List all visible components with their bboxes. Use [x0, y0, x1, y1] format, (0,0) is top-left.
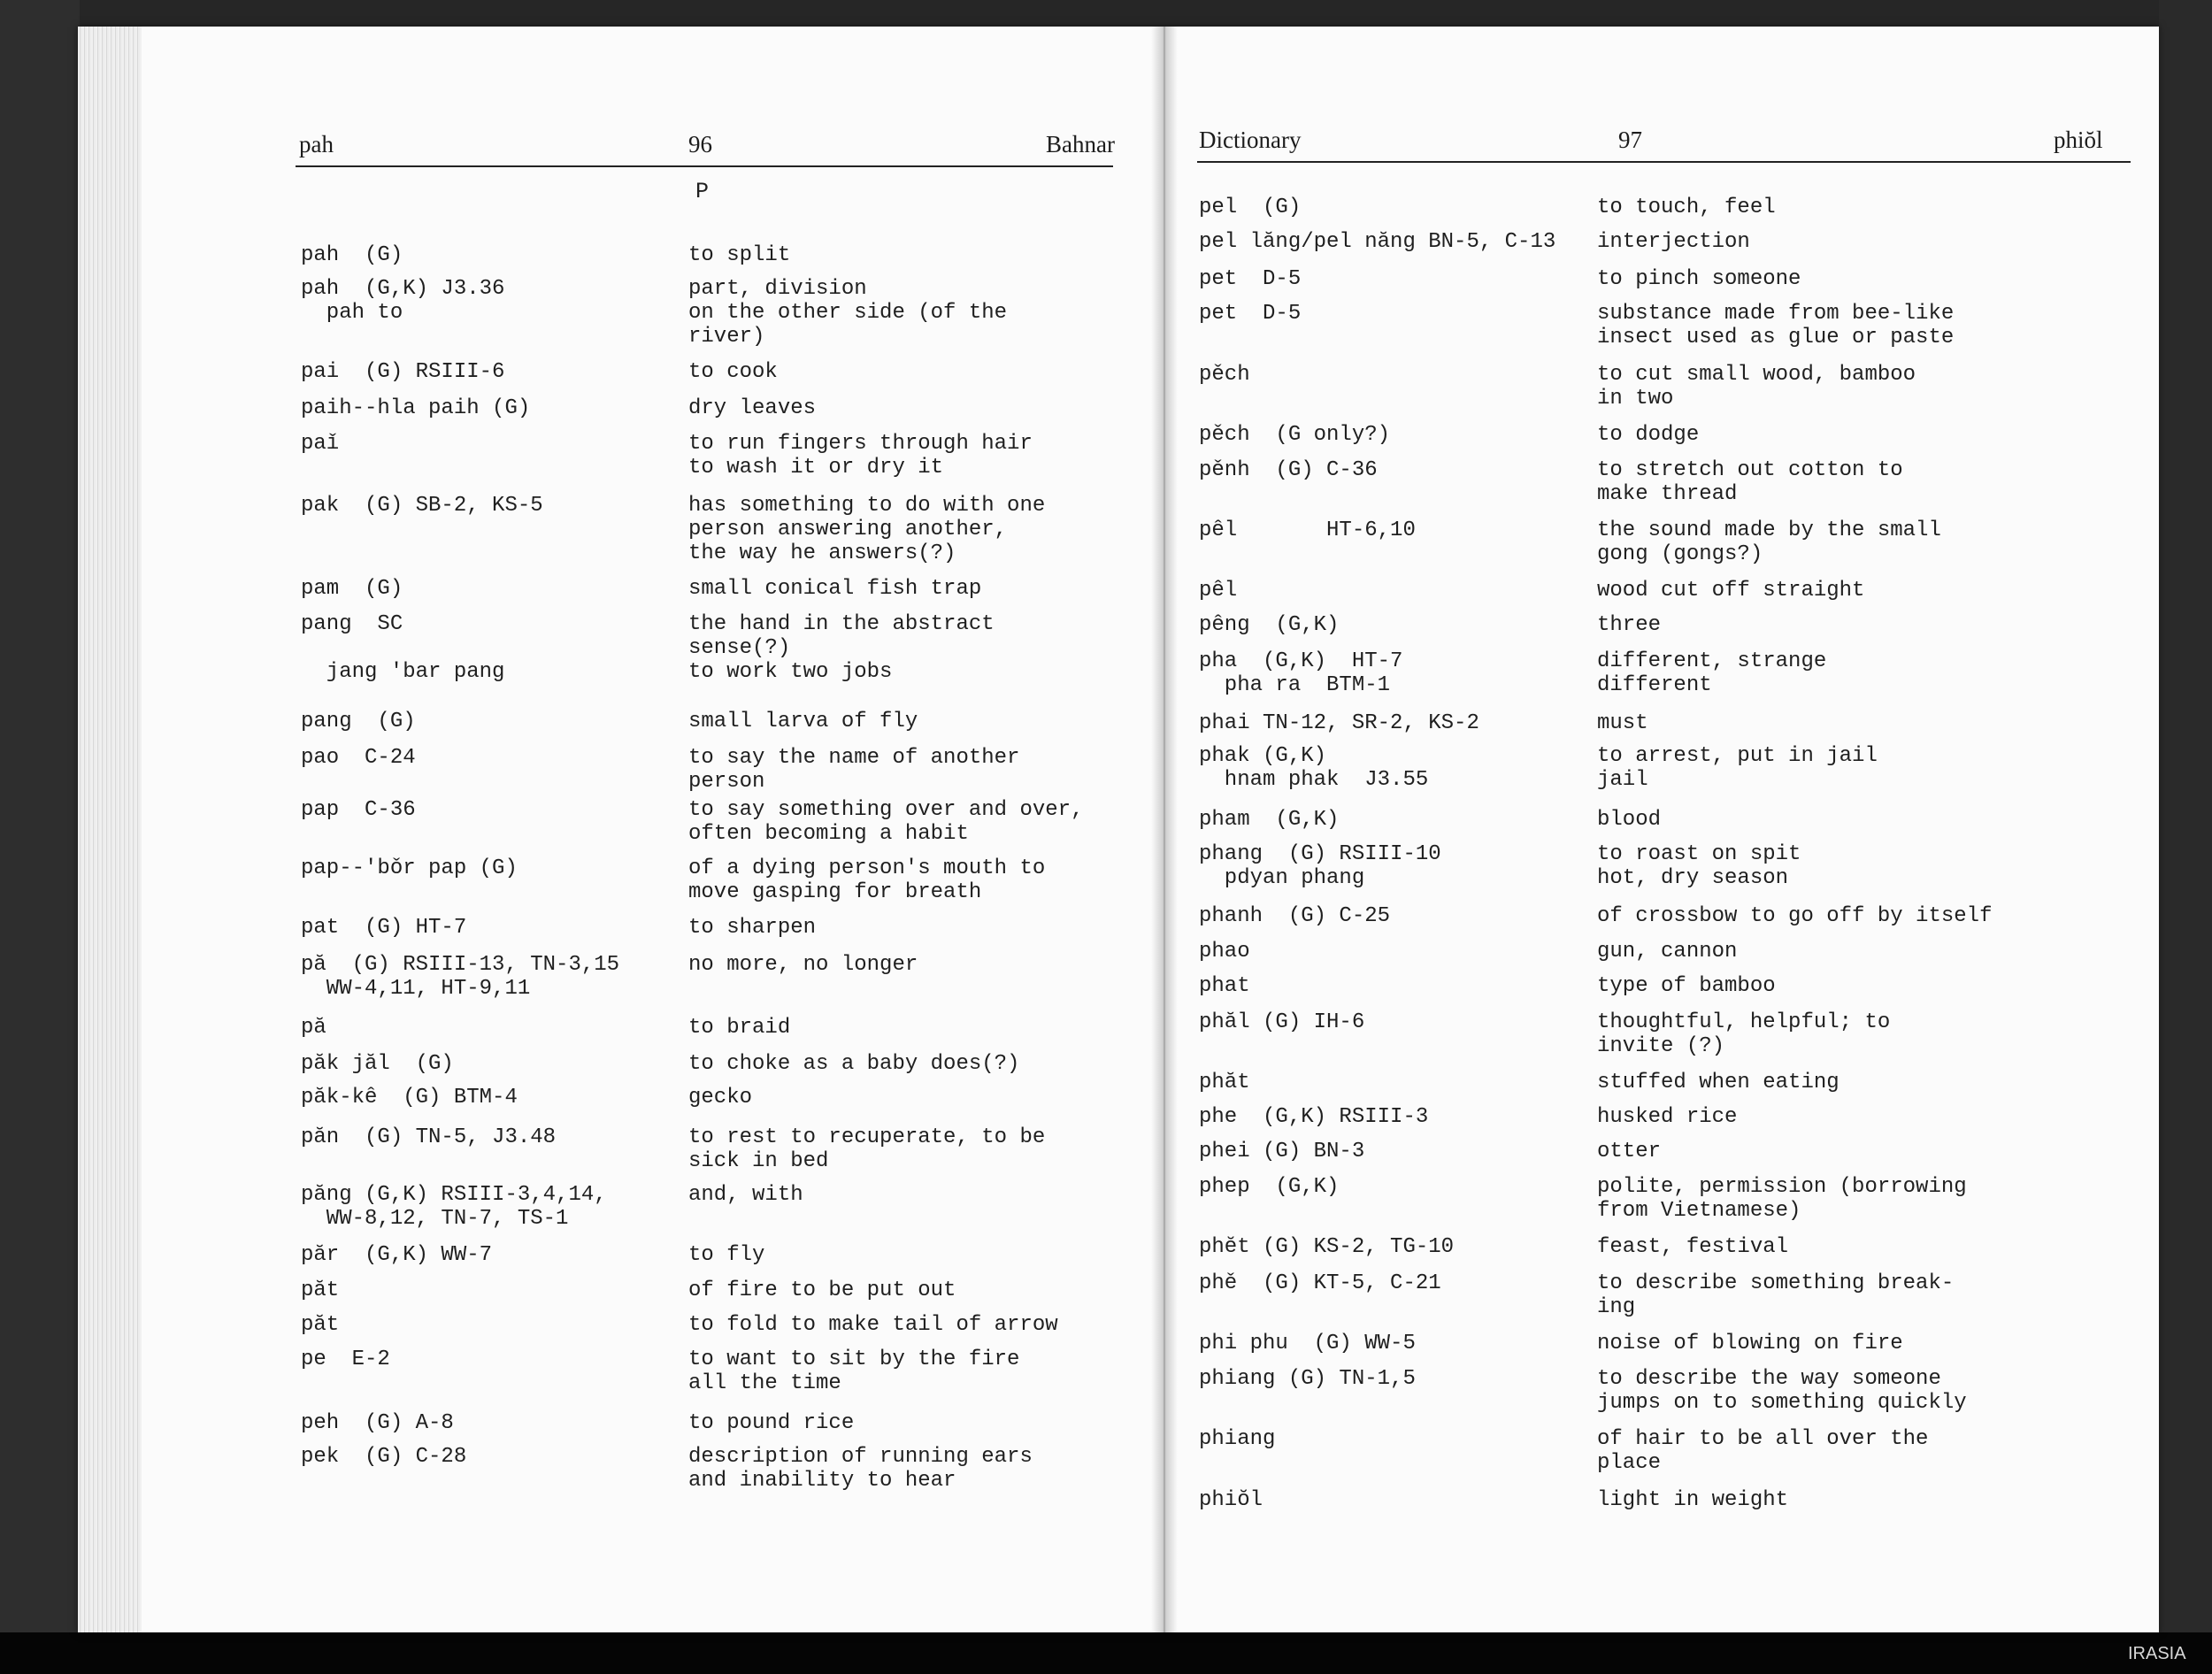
entry-headword: păt: [301, 1313, 340, 1337]
entry-headword: pêl HT-6,10: [1199, 518, 1416, 542]
entry-headword: pěnh (G) C-36: [1199, 458, 1378, 482]
entry-headword: pang (G): [301, 710, 416, 733]
entry-headword: paih--hla paih (G): [301, 396, 531, 420]
entry-gloss: to touch, feel: [1597, 196, 1776, 219]
entry-gloss: to want to sit by the fire all the time: [688, 1348, 1020, 1395]
entry-headword: pap C-36: [301, 798, 416, 822]
entry-gloss: interjection: [1597, 230, 1750, 254]
entry-headword: păk-kê (G) BTM-4: [301, 1086, 518, 1110]
entry-headword: phei (G) BN-3: [1199, 1140, 1365, 1163]
entry-headword: pe E-2: [301, 1348, 390, 1371]
right-guide-word: phiŏl: [2054, 127, 2103, 153]
left-page: [78, 27, 1164, 1632]
entry-headword: pêng (G,K): [1199, 613, 1340, 637]
entry-gloss: thoughtful, helpful; to invite (?): [1597, 1010, 1891, 1058]
entry-headword: phiŏl: [1199, 1488, 1263, 1512]
entry-gloss: part, division on the other side (of the river): [688, 277, 1008, 349]
right-page: [1164, 27, 2159, 1632]
watermark-logo: IRASIA: [2128, 1644, 2186, 1663]
entry-gloss: to roast on spit hot, dry season: [1597, 842, 1801, 890]
entry-gloss: the hand in the abstract sense(?) to work two jobs: [688, 612, 995, 684]
entry-gloss: to choke as a baby does(?): [688, 1052, 1020, 1076]
entry-gloss: substance made from bee-like insect used as glue or paste: [1597, 302, 1955, 349]
entry-headword: phak (G,K) hnam phak J3.55: [1199, 744, 1429, 792]
entry-gloss: to run fingers through hair to wash it or dry it: [688, 432, 1033, 480]
entry-headword: păk jăl (G): [301, 1052, 454, 1076]
entry-headword: pet D-5: [1199, 302, 1302, 326]
entry-headword: peh (G) A-8: [301, 1411, 454, 1435]
entry-gloss: husked rice: [1597, 1105, 1738, 1129]
entry-gloss: feast, festival: [1597, 1235, 1789, 1259]
entry-headword: phi phu (G) WW-5: [1199, 1332, 1416, 1355]
entry-gloss: type of bamboo: [1597, 974, 1776, 998]
entry-gloss: different, strange different: [1597, 649, 1827, 697]
entry-gloss: noise of blowing on fire: [1597, 1332, 1903, 1355]
entry-headword: pat (G) HT-7: [301, 916, 467, 940]
entry-headword: pěch (G only?): [1199, 423, 1391, 447]
entry-gloss: to dodge: [1597, 423, 1700, 447]
entry-headword: păng (G,K) RSIII-3,4,14, WW-8,12, TN-7, TS-1: [301, 1183, 607, 1231]
entry-gloss: small conical fish trap: [688, 577, 982, 601]
entry-gloss: to describe something break- ing: [1597, 1271, 1955, 1319]
entry-headword: pah (G,K) J3.36 pah to: [301, 277, 505, 325]
entry-gloss: of hair to be all over the place: [1597, 1427, 1929, 1475]
entry-gloss: to pinch someone: [1597, 267, 1801, 291]
entry-headword: phăt: [1199, 1071, 1250, 1094]
entry-headword: phanh (G) C-25: [1199, 904, 1391, 928]
entry-headword: pěch: [1199, 363, 1250, 387]
entry-gloss: description of running ears and inability to hear: [688, 1445, 1033, 1493]
entry-gloss: wood cut off straight: [1597, 579, 1865, 603]
entry-gloss: to say the name of another person: [688, 746, 1020, 794]
entry-headword: pha (G,K) HT-7 pha ra BTM-1: [1199, 649, 1403, 697]
entry-gloss: three: [1597, 613, 1662, 637]
entry-gloss: blood: [1597, 808, 1662, 832]
entry-gloss: small larva of fly: [688, 710, 918, 733]
entry-gloss: to fly: [688, 1243, 765, 1267]
entry-headword: phai TN-12, SR-2, KS-2: [1199, 711, 1479, 735]
entry-headword: phĕt (G) KS-2, TG-10: [1199, 1235, 1455, 1259]
entry-gloss: must: [1597, 711, 1648, 735]
entry-gloss: to braid: [688, 1016, 791, 1040]
scan-background-left: [0, 0, 80, 1674]
entry-headword: pang SC jang 'bar pang: [301, 612, 505, 684]
entry-headword: phăl (G) IH-6: [1199, 1010, 1365, 1034]
entry-headword: paǐ: [301, 432, 340, 456]
entry-headword: păn (G) TN-5, J3.48: [301, 1125, 557, 1149]
entry-gloss: of fire to be put out: [688, 1279, 956, 1302]
entry-gloss: and, with: [688, 1183, 803, 1207]
scan-background-bottom: [0, 1632, 2212, 1674]
left-header-rule: [296, 165, 1113, 167]
entry-gloss: to split: [688, 243, 791, 267]
entry-gloss: to say something over and over, often becoming a habit: [688, 798, 1084, 846]
entry-gloss: to arrest, put in jail jail: [1597, 744, 1878, 792]
entry-headword: pă: [301, 1016, 326, 1040]
entry-gloss: of crossbow to go off by itself: [1597, 904, 1993, 928]
entry-headword: pêl: [1199, 579, 1238, 603]
entry-headword: pel lăng/pel năng BN-5, C-13: [1199, 230, 1556, 254]
entry-gloss: otter: [1597, 1140, 1662, 1163]
entry-headword: pet D-5: [1199, 267, 1302, 291]
right-header-rule: [1197, 161, 2131, 163]
entry-headword: phang (G) RSIII-10 pdyan phang: [1199, 842, 1441, 890]
entry-headword: pah (G): [301, 243, 403, 267]
left-book-title: Bahnar: [1046, 131, 1115, 157]
entry-gloss: the sound made by the small gong (gongs?): [1597, 518, 1941, 566]
entry-gloss: to stretch out cotton to make thread: [1597, 458, 1903, 506]
entry-headword: pap--'bǒr pap (G): [301, 856, 518, 880]
entry-headword: pek (G) C-28: [301, 1445, 467, 1469]
right-running-head: Dictionary: [1199, 127, 1302, 153]
entry-headword: phě (G) KT-5, C-21: [1199, 1271, 1441, 1295]
entry-headword: phep (G,K): [1199, 1175, 1340, 1199]
entry-headword: pă (G) RSIII-13, TN-3,15 WW-4,11, HT-9,11: [301, 953, 620, 1001]
entry-headword: păr (G,K) WW-7: [301, 1243, 493, 1267]
open-book: [78, 27, 2159, 1632]
entry-gloss: no more, no longer: [688, 953, 918, 977]
entry-headword: pam (G): [301, 577, 403, 601]
section-letter: P: [695, 179, 710, 204]
entry-headword: phe (G,K) RSIII-3: [1199, 1105, 1429, 1129]
entry-gloss: to fold to make tail of arrow: [688, 1313, 1058, 1337]
entry-gloss: to describe the way someone jumps on to something quickly: [1597, 1367, 1967, 1415]
right-page-number: 97: [1618, 127, 1642, 153]
entry-headword: pai (G) RSIII-6: [301, 360, 505, 384]
entry-headword: pao C-24: [301, 746, 416, 770]
entry-gloss: polite, permission (borrowing from Vietnamese): [1597, 1175, 1967, 1223]
entry-gloss: stuffed when eating: [1597, 1071, 1839, 1094]
entry-headword: pel (G): [1199, 196, 1302, 219]
entry-gloss: gun, cannon: [1597, 940, 1738, 964]
left-page-number: 96: [688, 131, 712, 157]
entry-gloss: of a dying person's mouth to move gasping for breath: [688, 856, 1046, 904]
left-running-head: pah: [299, 131, 334, 157]
entry-gloss: light in weight: [1597, 1488, 1789, 1512]
entry-headword: phat: [1199, 974, 1250, 998]
entry-headword: phiang (G) TN-1,5: [1199, 1367, 1416, 1391]
entry-gloss: to cook: [688, 360, 778, 384]
scan-background-right: [2159, 0, 2212, 1674]
entry-headword: pak (G) SB-2, KS-5: [301, 494, 543, 518]
entry-gloss: to cut small wood, bamboo in two: [1597, 363, 1916, 411]
entry-headword: păt: [301, 1279, 340, 1302]
entry-headword: phao: [1199, 940, 1250, 964]
entry-gloss: to rest to recuperate, to be sick in bed: [688, 1125, 1046, 1173]
entry-gloss: gecko: [688, 1086, 753, 1110]
entry-gloss: to pound rice: [688, 1411, 855, 1435]
entry-headword: phiang: [1199, 1427, 1276, 1451]
entry-headword: pham (G,K): [1199, 808, 1340, 832]
entry-gloss: dry leaves: [688, 396, 817, 420]
entry-gloss: to sharpen: [688, 916, 817, 940]
entry-gloss: has something to do with one person answering another, the way he answers(?): [688, 494, 1046, 565]
